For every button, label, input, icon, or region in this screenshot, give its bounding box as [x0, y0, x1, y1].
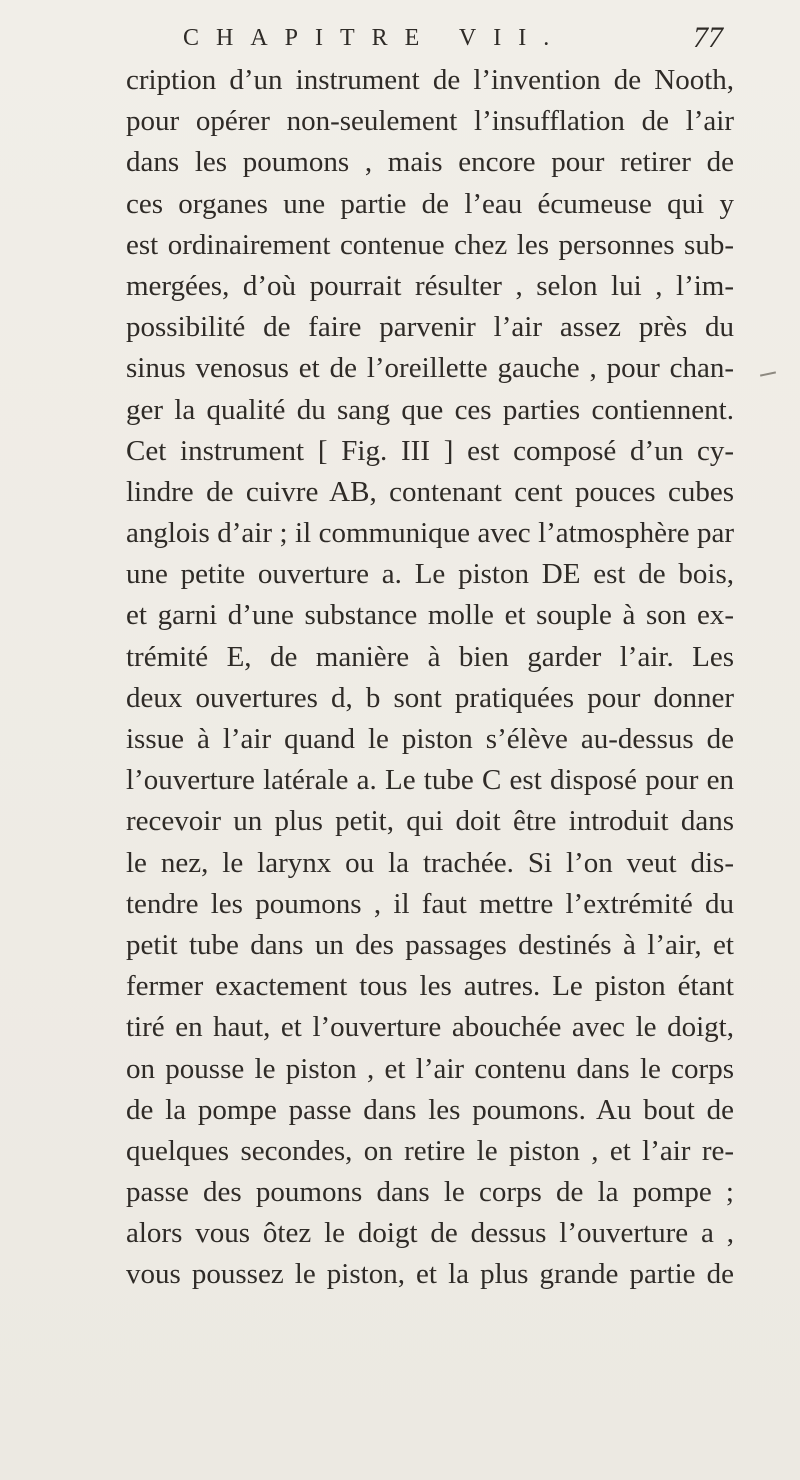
text-line: l’ouverture latérale a. Le tube C est disposé pour en: [126, 764, 734, 797]
margin-mark: [760, 371, 776, 376]
text-line: quelques secondes, on retire le piston , et l’air re-: [126, 1134, 734, 1167]
text-line: tendre les poumons , il faut mettre l’extrémité du: [126, 887, 734, 920]
text-line: tiré en haut, et l’ouverture abouchée avec le doigt,: [126, 1011, 734, 1044]
text-line: ger la qualité du sang que ces parties contiennent.: [126, 393, 734, 426]
text-line: anglois d’air ; il communique avec l’atmosphère par: [126, 517, 734, 550]
text-line: vous poussez le piston, et la plus grande partie de: [126, 1258, 734, 1291]
running-title: CHAPITRE VII.: [183, 24, 567, 51]
text-line: Cet instrument [ Fig. III ] est composé d’un cy-: [126, 434, 734, 467]
text-line: trémité E, de manière à bien garder l’air. Les: [126, 640, 734, 673]
text-line: fermer exactement tous les autres. Le piston étant: [126, 970, 734, 1003]
text-line: est ordinairement contenue chez les personnes sub-: [126, 228, 734, 261]
text-line: sinus venosus et de l’oreillette gauche , pour chan-: [126, 352, 734, 385]
text-line: petit tube dans un des passages destinés à l’air, et: [126, 928, 734, 961]
text-line: alors vous ôtez le doigt de dessus l’ouverture a ,: [126, 1217, 734, 1250]
text-line: on pousse le piston , et l’air contenu dans le corps: [126, 1052, 734, 1085]
page-number: 77: [693, 21, 723, 54]
text-line: cription d’un instrument de l’invention de Nooth,: [126, 64, 734, 96]
text-line: possibilité de faire parvenir l’air assez près du: [126, 311, 734, 344]
text-line: deux ouvertures d, b sont pratiquées pour donner: [126, 681, 734, 714]
text-line: pour opérer non-seulement l’insufflation de l’air: [126, 105, 734, 138]
text-line: dans les poumons , mais encore pour retirer de: [126, 146, 734, 179]
text-line: recevoir un plus petit, qui doit être introduit dans: [126, 805, 734, 838]
body-text: [126, 60, 734, 1296]
text-line: ces organes une partie de l’eau écumeuse qui y: [126, 187, 734, 220]
text-line: de la pompe passe dans les poumons. Au bout de: [126, 1093, 734, 1126]
text-line: lindre de cuivre AB, contenant cent pouces cubes: [126, 475, 734, 508]
text-line: une petite ouverture a. Le piston DE est de bois,: [126, 558, 734, 591]
text-line: passe des poumons dans le corps de la pompe ;: [126, 1176, 734, 1209]
text-line: le nez, le larynx ou la trachée. Si l’on veut dis-: [126, 846, 734, 879]
page-header: [183, 18, 723, 58]
text-line: mergées, d’où pourrait résulter , selon lui , l’im-: [126, 269, 734, 302]
text-line: et garni d’une substance molle et souple à son ex-: [126, 599, 734, 632]
text-line: issue à l’air quand le piston s’élève au-dessus de: [126, 723, 734, 755]
